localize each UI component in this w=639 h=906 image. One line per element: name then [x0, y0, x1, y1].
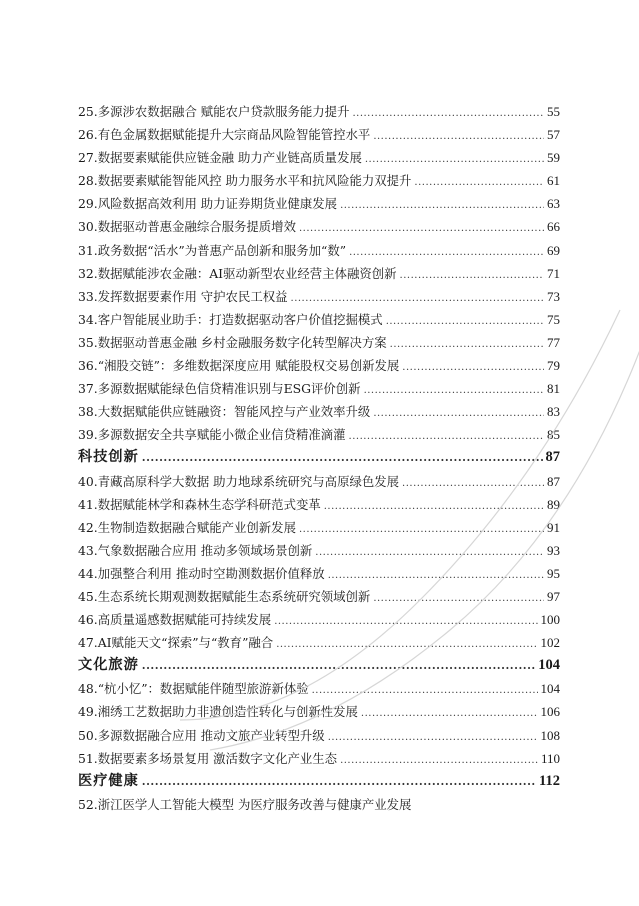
- dot-leader: [390, 333, 544, 356]
- page-number: 75: [547, 311, 560, 327]
- page-number: 104: [540, 681, 560, 697]
- dot-leader: [349, 425, 544, 448]
- entry-title: 26.有色金属数据赋能提升大宗商品风险智能管控水平: [78, 127, 371, 143]
- page-number: 66: [547, 219, 560, 235]
- page-number: 77: [547, 334, 560, 350]
- dot-leader: [373, 125, 544, 148]
- toc-entry[interactable]: [78, 146, 560, 169]
- toc-entry[interactable]: [78, 585, 560, 608]
- toc-entry[interactable]: [78, 123, 560, 146]
- section-title: 医疗健康: [78, 772, 139, 789]
- page-number: 59: [547, 150, 560, 166]
- page-number: 85: [547, 427, 560, 443]
- dot-leader: [142, 770, 536, 793]
- dot-leader: [291, 287, 544, 310]
- dot-leader: [340, 749, 538, 772]
- page-number: 55: [547, 104, 560, 119]
- toc-entry[interactable]: [78, 608, 560, 631]
- page-number: 89: [547, 496, 560, 512]
- toc-entry[interactable]: [78, 100, 560, 123]
- page-number: 108: [540, 727, 560, 743]
- dot-leader: [324, 495, 544, 518]
- dot-leader: [402, 472, 544, 495]
- entry-title: 38.大数据赋能供应链融资：智能风控与产业效率升级: [78, 404, 371, 420]
- dot-leader: [361, 702, 538, 725]
- page-number: 63: [547, 196, 560, 212]
- toc-entry[interactable]: [78, 239, 560, 262]
- entry-title: 39.多源数据安全共享赋能小微企业信贷精准滴灌: [78, 427, 346, 443]
- entry-title: 47.AI赋能天文“探索”与“教育”融合: [78, 635, 274, 651]
- toc-entry[interactable]: [78, 285, 560, 308]
- page-number: 95: [547, 565, 560, 581]
- dot-leader: [299, 518, 544, 541]
- entry-title: 49.湘绣工艺数据助力非遗创造性转化与创新性发展: [78, 704, 358, 720]
- toc-entry[interactable]: [78, 677, 560, 700]
- toc-entry[interactable]: [78, 215, 560, 238]
- entry-title: 51.数据要素多场景复用 激活数字文化产业生态: [78, 750, 338, 766]
- dot-leader: [142, 654, 535, 677]
- dot-leader: [274, 610, 537, 633]
- dot-leader: [386, 310, 544, 333]
- toc-entry[interactable]: [78, 493, 560, 516]
- page-number: 97: [547, 588, 560, 604]
- page-number: 57: [547, 127, 560, 143]
- entry-title: 46.高质量遥感数据赋能可持续发展: [78, 612, 272, 628]
- dot-leader: [352, 102, 544, 125]
- page-number: 71: [547, 265, 560, 281]
- toc-section-heading[interactable]: [78, 770, 560, 793]
- entry-title: 30.数据驱动普惠金融综合服务提质增效: [78, 219, 296, 235]
- entry-title: 48.“杭小忆”：数据赋能伴随型旅游新体验: [78, 681, 309, 697]
- toc-entry[interactable]: [78, 308, 560, 331]
- dot-leader: [328, 564, 544, 587]
- dot-leader: [400, 264, 544, 287]
- page-number: 112: [539, 772, 560, 789]
- toc-entry[interactable]: [78, 631, 560, 654]
- page-number: 104: [538, 657, 560, 674]
- page-number: 87: [545, 449, 560, 466]
- page-number: 73: [547, 288, 560, 304]
- dot-leader: [328, 726, 538, 749]
- toc-entry[interactable]: [78, 423, 560, 446]
- entry-title: 28.数据要素赋能智能风控 助力服务水平和抗风险能力双提升: [78, 173, 412, 189]
- toc-entry[interactable]: [78, 700, 560, 723]
- dot-leader: [315, 541, 544, 564]
- toc-section-heading[interactable]: [78, 654, 560, 677]
- page-number: 91: [547, 519, 560, 535]
- entry-title: 27.数据要素赋能供应链金融 助力产业链高质量发展: [78, 150, 362, 166]
- entry-title: 37.多源数据赋能绿色信贷精准识别与ESG评价创新: [78, 381, 361, 397]
- toc-entry[interactable]: [78, 400, 560, 423]
- page-number: 61: [547, 173, 560, 189]
- entry-title: 43.气象数据融合应用 推动多领域场景创新: [78, 542, 313, 558]
- entry-title: 40.青藏高原科学大数据 助力地球系统研究与高原绿色发展: [78, 473, 400, 489]
- dot-leader: [414, 171, 544, 194]
- toc-entry[interactable]: [78, 747, 560, 770]
- entry-title: 42.生物制造数据融合赋能产业创新发展: [78, 519, 296, 535]
- toc-entry[interactable]: [78, 539, 560, 562]
- toc-section-heading[interactable]: [78, 446, 560, 469]
- page-number: 100: [540, 612, 560, 628]
- entry-title: 50.多源数据融合应用 推动文旅产业转型升级: [78, 727, 325, 743]
- toc-entry[interactable]: [78, 377, 560, 400]
- dot-leader: [364, 379, 544, 402]
- toc-entry[interactable]: [78, 470, 560, 493]
- page-number: 106: [540, 704, 560, 720]
- dot-leader: [402, 356, 544, 379]
- table-of-contents: [78, 100, 560, 816]
- dot-leader: [276, 633, 537, 656]
- toc-entry[interactable]: [78, 262, 560, 285]
- page-number: 83: [547, 404, 560, 420]
- toc-entry[interactable]: [78, 192, 560, 215]
- entry-title: 32.数据赋能涉农金融：AI驱动新型农业经营主体融资创新: [78, 265, 397, 281]
- toc-entry[interactable]: [78, 516, 560, 539]
- toc-entry[interactable]: [78, 793, 560, 816]
- section-title: 文化旅游: [78, 657, 139, 674]
- page-number: 81: [547, 381, 560, 397]
- entry-title: 45.生态系统长期观测数据赋能生态系统研究领域创新: [78, 588, 371, 604]
- page-number: 69: [547, 242, 560, 258]
- toc-entry[interactable]: [78, 724, 560, 747]
- entry-title: 34.客户智能展业助手：打造数据驱动客户价值挖掘模式: [78, 311, 383, 327]
- page-number: 110: [540, 750, 560, 766]
- toc-entry[interactable]: [78, 331, 560, 354]
- dot-leader: [349, 241, 544, 264]
- page-number: 102: [540, 635, 560, 651]
- toc-entry[interactable]: [78, 169, 560, 192]
- page-number: 79: [547, 358, 560, 374]
- entry-title: 25.多源涉农数据融合 赋能农户贷款服务能力提升: [78, 104, 350, 119]
- entry-title: 36.“湘股交链”：多维数据深度应用 赋能股权交易创新发展: [78, 358, 400, 374]
- entry-title: 35.数据驱动普惠金融 乡村金融服务数字化转型解决方案: [78, 334, 387, 350]
- dot-leader: [142, 446, 543, 469]
- toc-entry[interactable]: [78, 562, 560, 585]
- toc-entry[interactable]: [78, 354, 560, 377]
- entry-title: 44.加强整合利用 推动时空勘测数据价值释放: [78, 565, 325, 581]
- entry-title: 41.数据赋能林学和森林生态学科研范式变革: [78, 496, 321, 512]
- dot-leader: [312, 679, 538, 702]
- entry-title: 29.风险数据高效利用 助力证券期货业健康发展: [78, 196, 338, 212]
- entry-title: 52.浙江医学人工智能大模型 为医疗服务改善与健康产业发展: [78, 796, 412, 812]
- page-number: 87: [547, 473, 560, 489]
- dot-leader: [340, 194, 544, 217]
- page-number: 93: [547, 542, 560, 558]
- dot-leader: [299, 217, 544, 240]
- dot-leader: [373, 587, 544, 610]
- dot-leader: [365, 148, 544, 171]
- dot-leader: [373, 402, 544, 425]
- entry-title: 31.政务数据“活水”为普惠产品创新和服务加“数”: [78, 242, 347, 258]
- section-title: 科技创新: [78, 449, 139, 466]
- entry-title: 33.发挥数据要素作用 守护农民工权益: [78, 288, 288, 304]
